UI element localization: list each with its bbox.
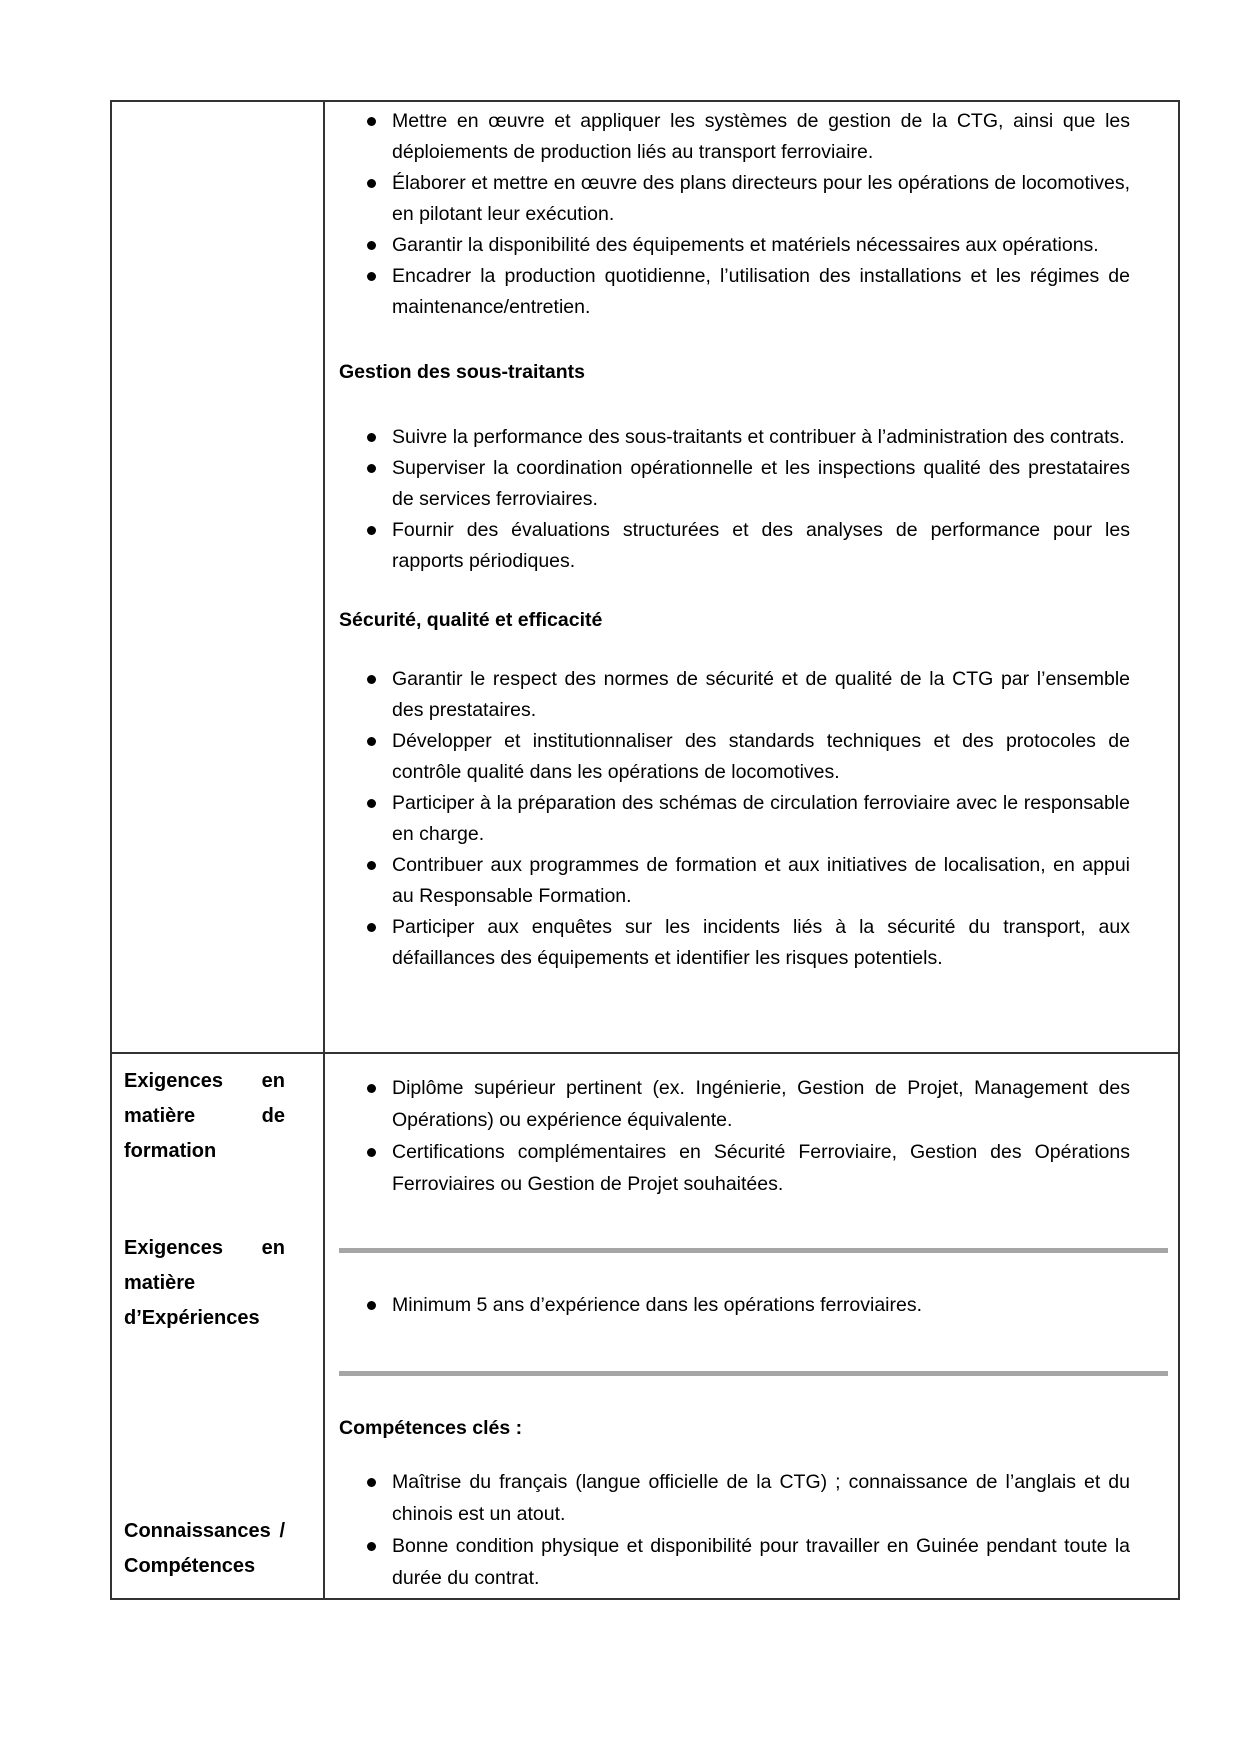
bullet-item: Développer et institutionnaliser des standards techniques et des protocoles de contrôle qualité dans les opérations de locomotives.: [339, 726, 1130, 788]
label-line: Compétences: [124, 1555, 256, 1577]
bullet-item: Fournir des évaluations structurées et des analyses de performance pour les rapports périodiques.: [339, 515, 1130, 577]
label-line: Exigences en: [124, 1070, 285, 1092]
sous-traitants-bullet-list: [339, 422, 1130, 577]
section-divider-rule: [339, 1248, 1168, 1253]
competences-heading: Compétences clés :: [339, 1417, 523, 1439]
formation-bullet-list: [339, 1072, 1130, 1200]
securite-bullet-list: [339, 664, 1130, 974]
bullet-item: Élaborer et mettre en œuvre des plans directeurs pour les opérations de locomotives, en pilotant leur exécution.: [339, 168, 1130, 230]
bullet-item: Contribuer aux programmes de formation et aux initiatives de localisation, en appui au Responsable Formation.: [339, 850, 1130, 912]
requirements-content-cell: [325, 1054, 1178, 1598]
experience-bullet-list: [339, 1289, 1130, 1321]
securite-heading: Sécurité, qualité et efficacité: [339, 609, 603, 631]
responsibilities-label-cell: [112, 102, 325, 1052]
table-row-responsibilities: [112, 102, 1178, 1052]
sous-traitants-heading: Gestion des sous-traitants: [339, 361, 585, 383]
competences-bullet-list: [339, 1466, 1130, 1594]
bullet-item: Superviser la coordination opérationnelle et les inspections qualité des prestataires de services ferroviaires.: [339, 453, 1130, 515]
table-row-requirements: [112, 1052, 1178, 1598]
label-line: Connaissances /: [124, 1520, 285, 1542]
formation-label: [124, 1064, 285, 1169]
section-divider-rule: [339, 1371, 1168, 1376]
label-line: d’Expériences: [124, 1307, 260, 1329]
experience-label: [124, 1231, 285, 1336]
requirements-label-cell: [112, 1054, 325, 1598]
label-line: matière de: [124, 1105, 285, 1127]
bullet-item: Diplôme supérieur pertinent (ex. Ingénierie, Gestion de Projet, Management des Opérations) ou expérience équivalente.: [339, 1072, 1130, 1136]
responsibilities-content-cell: [325, 102, 1178, 1052]
label-line: matière: [124, 1272, 196, 1294]
label-line: formation: [124, 1140, 217, 1162]
job-description-table: [110, 100, 1180, 1600]
operations-bullet-list: [339, 106, 1130, 323]
bullet-item: Garantir le respect des normes de sécurité et de qualité de la CTG par l’ensemble des prestataires.: [339, 664, 1130, 726]
bullet-item: Participer à la préparation des schémas de circulation ferroviaire avec le responsable en charge.: [339, 788, 1130, 850]
bullet-item: Mettre en œuvre et appliquer les systèmes de gestion de la CTG, ainsi que les déploiements de production liés au transport ferroviaire.: [339, 106, 1130, 168]
bullet-item: Minimum 5 ans d’expérience dans les opérations ferroviaires.: [339, 1289, 1130, 1321]
label-line: Exigences en: [124, 1237, 285, 1259]
bullet-item: Bonne condition physique et disponibilité pour travailler en Guinée pendant toute la durée du contrat.: [339, 1530, 1130, 1594]
bullet-item: Garantir la disponibilité des équipements et matériels nécessaires aux opérations.: [339, 230, 1130, 261]
connaissances-label: [124, 1514, 285, 1584]
bullet-item: Suivre la performance des sous-traitants et contribuer à l’administration des contrats.: [339, 422, 1130, 453]
bullet-item: Participer aux enquêtes sur les incidents liés à la sécurité du transport, aux défaillances des équipements et identifier les risques potentiels.: [339, 912, 1130, 974]
bullet-item: Maîtrise du français (langue officielle de la CTG) ; connaissance de l’anglais et du chinois est un atout.: [339, 1466, 1130, 1530]
bullet-item: Certifications complémentaires en Sécurité Ferroviaire, Gestion des Opérations Ferroviaires ou Gestion de Projet souhaitées.: [339, 1136, 1130, 1200]
bullet-item: Encadrer la production quotidienne, l’utilisation des installations et les régimes de maintenance/entretien.: [339, 261, 1130, 323]
